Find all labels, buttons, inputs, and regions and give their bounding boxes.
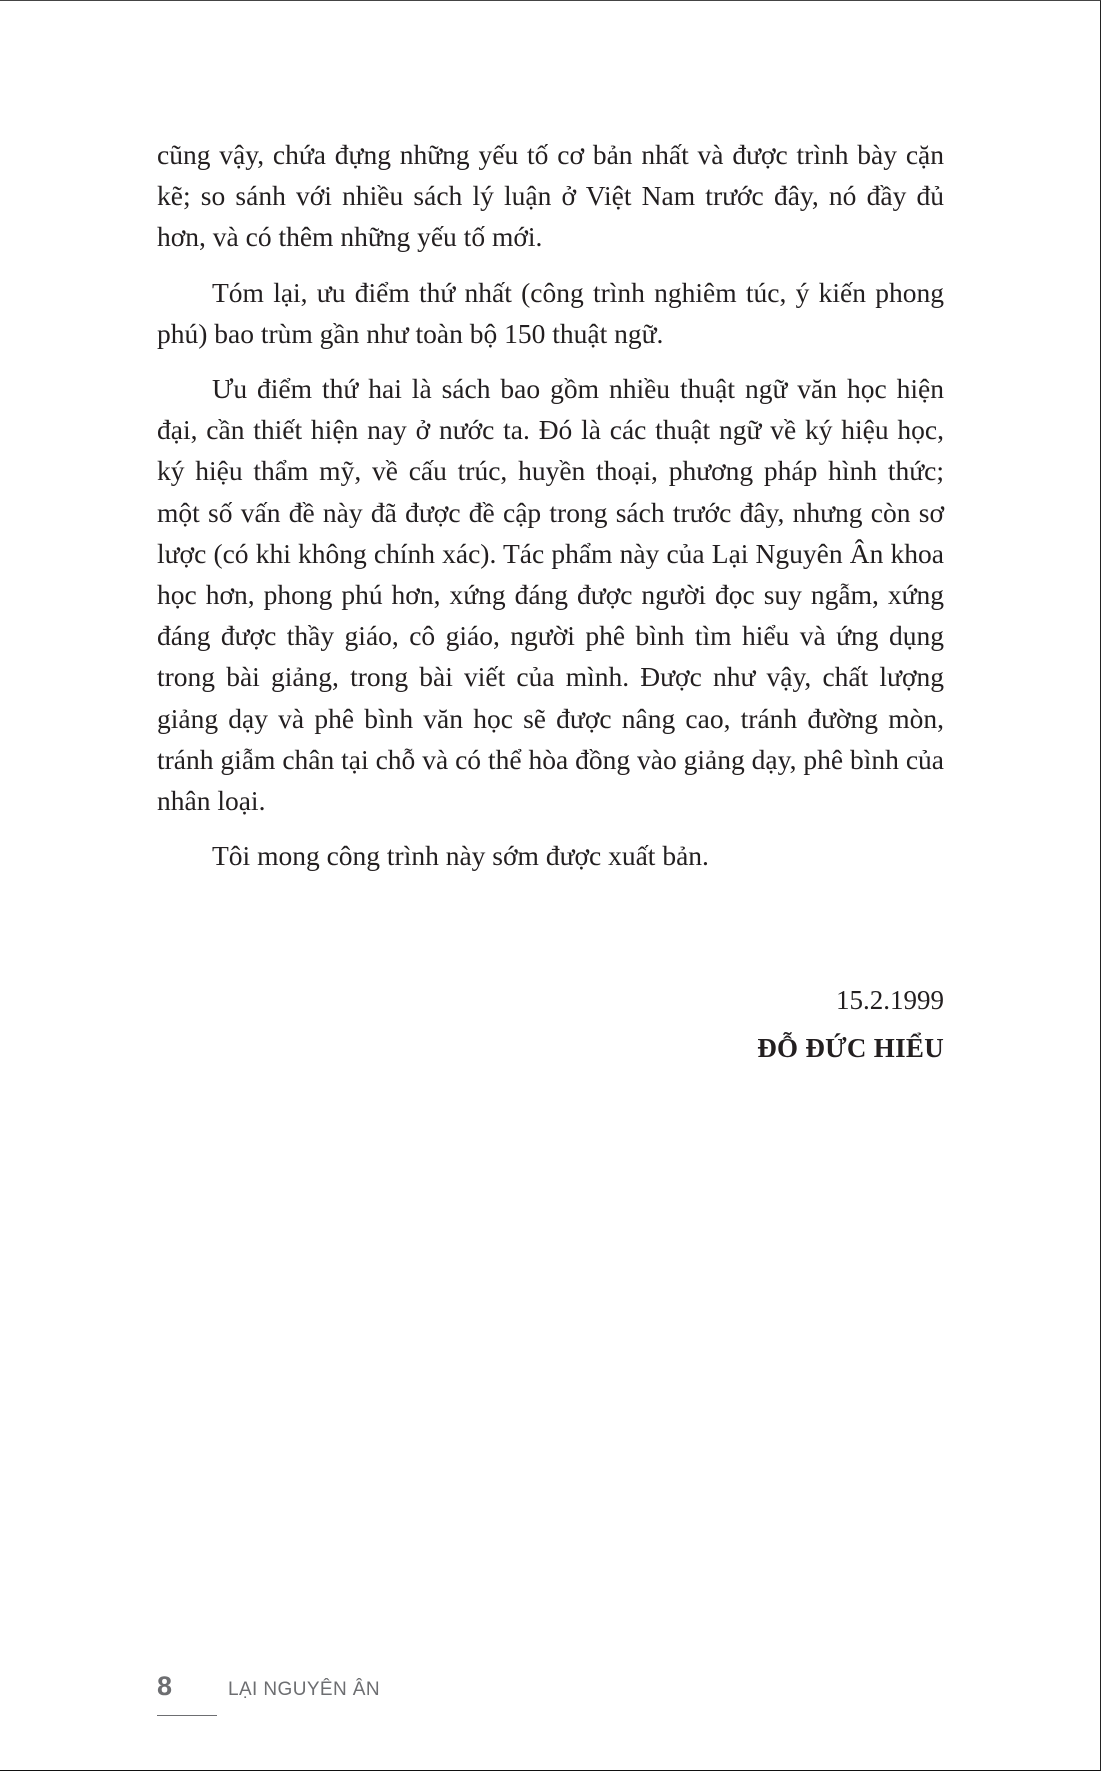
body-text xyxy=(157,134,944,890)
paragraph-4: Tôi mong công trình này sớm được xuất bản. xyxy=(212,840,709,872)
signature-date: 15.2.1999 xyxy=(836,985,944,1015)
signature-author: ĐỖ ĐỨC HIỂU xyxy=(757,1033,944,1063)
page-footer xyxy=(157,1671,557,1721)
running-head: LẠI NGUYÊN ÂN xyxy=(228,1679,380,1700)
paragraph-3: Ưu điểm thứ hai là sách bao gồm nhiều thuật ngữ văn học hiện đại, cần thiết hiện nay ở nước ta. Đó là các thuật ngữ về ký hiệu học, ký hiệu thẩm mỹ, về cấu trúc, huyền thoại, phương pháp hình thức; một số vấn đề này đã được đề cập trong sách trước đây, nhưng còn sơ lược (có khi không chính xác). Tác phẩm này của Lại Nguyên Ân khoa học hơn, phong phú hơn, xứng đáng được người đọc suy ngẫm, xứng đáng được thầy giáo, cô giáo, người phê bình tìm hiểu và ứng dụng trong bài giảng, trong bài viết của mình. Được như vậy, chất lượng giảng dạy và phê bình văn học sẽ được nâng cao, tránh đường mòn, tránh giẫm chân tại chỗ và có thể hòa đồng vào giảng dạy, phê bình của nhân loại. xyxy=(157,373,944,817)
footer-rule xyxy=(157,1715,217,1716)
page-number: 8 xyxy=(157,1671,173,1701)
paragraph-1: cũng vậy, chứa đựng những yếu tố cơ bản nhất và được trình bày cặn kẽ; so sánh với nhiều sách lý luận ở Việt Nam trước đây, nó đầy đủ hơn, và có thêm những yếu tố mới. xyxy=(157,139,944,253)
paragraph-2: Tóm lại, ưu điểm thứ nhất (công trình nghiêm túc, ý kiến phong phú) bao trùm gần như toàn bộ 150 thuật ngữ. xyxy=(157,276,944,349)
